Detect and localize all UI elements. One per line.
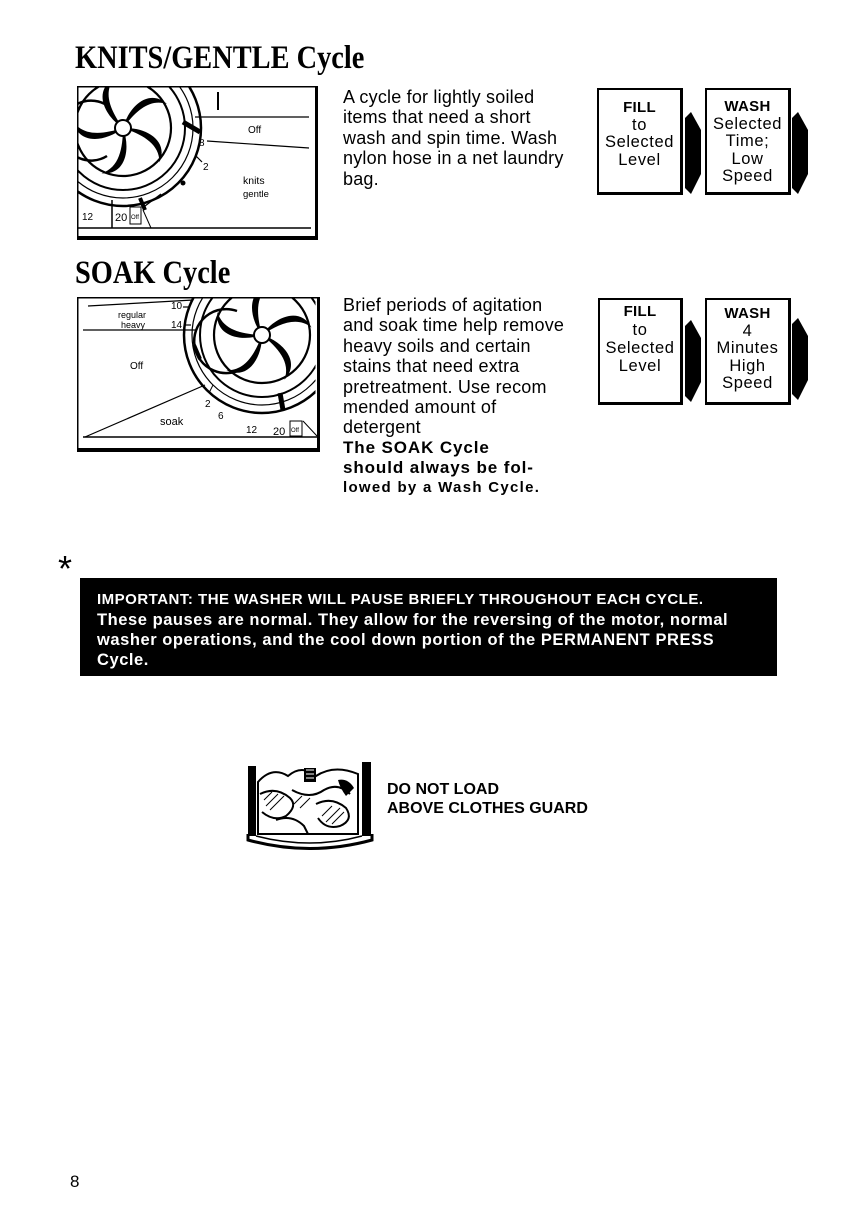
dial-mark-2: 2 xyxy=(203,162,209,173)
step-line: High xyxy=(729,356,766,375)
dial-setting-regular: regular xyxy=(118,310,147,320)
description-line: Brief periods of agitation xyxy=(343,295,543,315)
dial-mark-10: 10 xyxy=(171,301,183,312)
soak-wash-step-box xyxy=(705,298,791,405)
step-line: Level xyxy=(618,150,661,169)
dial-setting-knits: knits xyxy=(243,175,265,187)
dial-mark-12: 12 xyxy=(82,212,94,223)
guard-left-post xyxy=(248,766,256,836)
description-line: bag. xyxy=(343,168,379,189)
step-line: Selected xyxy=(605,339,675,357)
dial-mark-2: 2 xyxy=(205,399,211,410)
step-arrow-icon xyxy=(684,112,702,194)
description-line: heavy soils and certain xyxy=(343,335,531,356)
clothes-guard-warning xyxy=(387,780,588,818)
important-notice-banner xyxy=(80,578,777,676)
step-heading: WASH xyxy=(724,98,771,115)
notice-line: These pauses are normal. They allow for the reversing of the motor, normal xyxy=(97,611,729,629)
dial-setting-soak: soak xyxy=(160,416,184,428)
knits-gentle-description xyxy=(343,87,564,189)
step-line: Low xyxy=(731,149,764,168)
clothes-guard-illustration xyxy=(246,760,374,850)
dial-mark-12: 12 xyxy=(246,425,258,436)
step-heading: FILL xyxy=(623,303,657,320)
knits-gentle-heading: KNITS/GENTLE Cycle xyxy=(75,40,365,76)
description-line: pretreatment. Use recom xyxy=(343,376,547,397)
dial-off-label: Off xyxy=(248,125,262,136)
step-line: Selected xyxy=(604,133,674,151)
knits-gentle-dial-illustration xyxy=(77,86,318,240)
description-line: detergent xyxy=(343,417,421,438)
guard-right-post xyxy=(362,762,371,836)
notice-line: Cycle. xyxy=(97,651,149,669)
dial-mark-6: 6 xyxy=(218,411,224,422)
soak-note-line: The SOAK Cycle xyxy=(343,437,490,457)
soak-dial-illustration xyxy=(77,297,320,452)
step-heading: FILL xyxy=(623,99,656,116)
dial-setting-heavy: heavy xyxy=(121,320,146,330)
knits-fill-step-box xyxy=(597,88,683,195)
step-line: Level xyxy=(618,357,662,375)
soak-description xyxy=(343,295,564,498)
description-line: items that need a short xyxy=(343,107,531,128)
asterisk-marker: * xyxy=(58,548,73,589)
step-line: 4 xyxy=(742,321,753,340)
description-line: nylon hose in a net laundry xyxy=(343,148,564,169)
step-line: Selected xyxy=(712,114,782,133)
dial-dot xyxy=(181,181,186,186)
notice-headline: IMPORTANT: THE WASHER WILL PAUSE BRIEFLY THROUGHOUT EACH CYCLE. xyxy=(97,591,704,608)
description-line: A cycle for lightly soiled xyxy=(343,87,535,107)
dial-off-label: Off xyxy=(130,361,144,372)
soak-note-line: should always be fol- xyxy=(343,458,534,478)
notice-line: washer operations, and the cool down portion of the PERMANENT PRESS xyxy=(97,631,715,649)
dial-mark-20: 20 xyxy=(115,212,128,224)
soak-heading: SOAK Cycle xyxy=(75,255,231,291)
step-arrow-icon xyxy=(791,318,809,400)
warning-line: DO NOT LOAD xyxy=(387,781,499,798)
dial-mark-14: 14 xyxy=(171,320,183,331)
step-line: Speed xyxy=(722,167,773,185)
dial-mark-8: 8 xyxy=(199,138,205,149)
step-line: Speed xyxy=(722,374,773,392)
knits-wash-step-box xyxy=(705,88,791,195)
step-line: Time; xyxy=(725,132,770,150)
soak-note-line: lowed by a Wash Cycle. xyxy=(343,479,541,497)
dial-pointer xyxy=(280,393,283,410)
description-line: mended amount of xyxy=(343,397,497,418)
step-arrow-icon xyxy=(684,320,702,402)
soak-fill-step-box xyxy=(598,298,683,405)
dial-off-small: Off xyxy=(291,428,299,434)
dial-mark-20: 20 xyxy=(273,426,286,438)
description-line: and soak time help remove xyxy=(343,315,565,336)
tub-basin xyxy=(248,834,372,849)
step-heading: WASH xyxy=(724,305,771,322)
step-line: to xyxy=(632,115,647,134)
step-line: to xyxy=(632,321,648,339)
dial-setting-gentle: gentle xyxy=(243,189,269,200)
dial-off-small: Off xyxy=(131,215,139,221)
step-arrow-icon xyxy=(791,112,809,194)
description-line: stains that need extra xyxy=(343,356,520,377)
warning-line: ABOVE CLOTHES GUARD xyxy=(387,800,588,817)
page-number: 8 xyxy=(70,1172,80,1191)
description-line: wash and spin time. Wash xyxy=(343,127,558,148)
step-line: Minutes xyxy=(716,339,779,357)
